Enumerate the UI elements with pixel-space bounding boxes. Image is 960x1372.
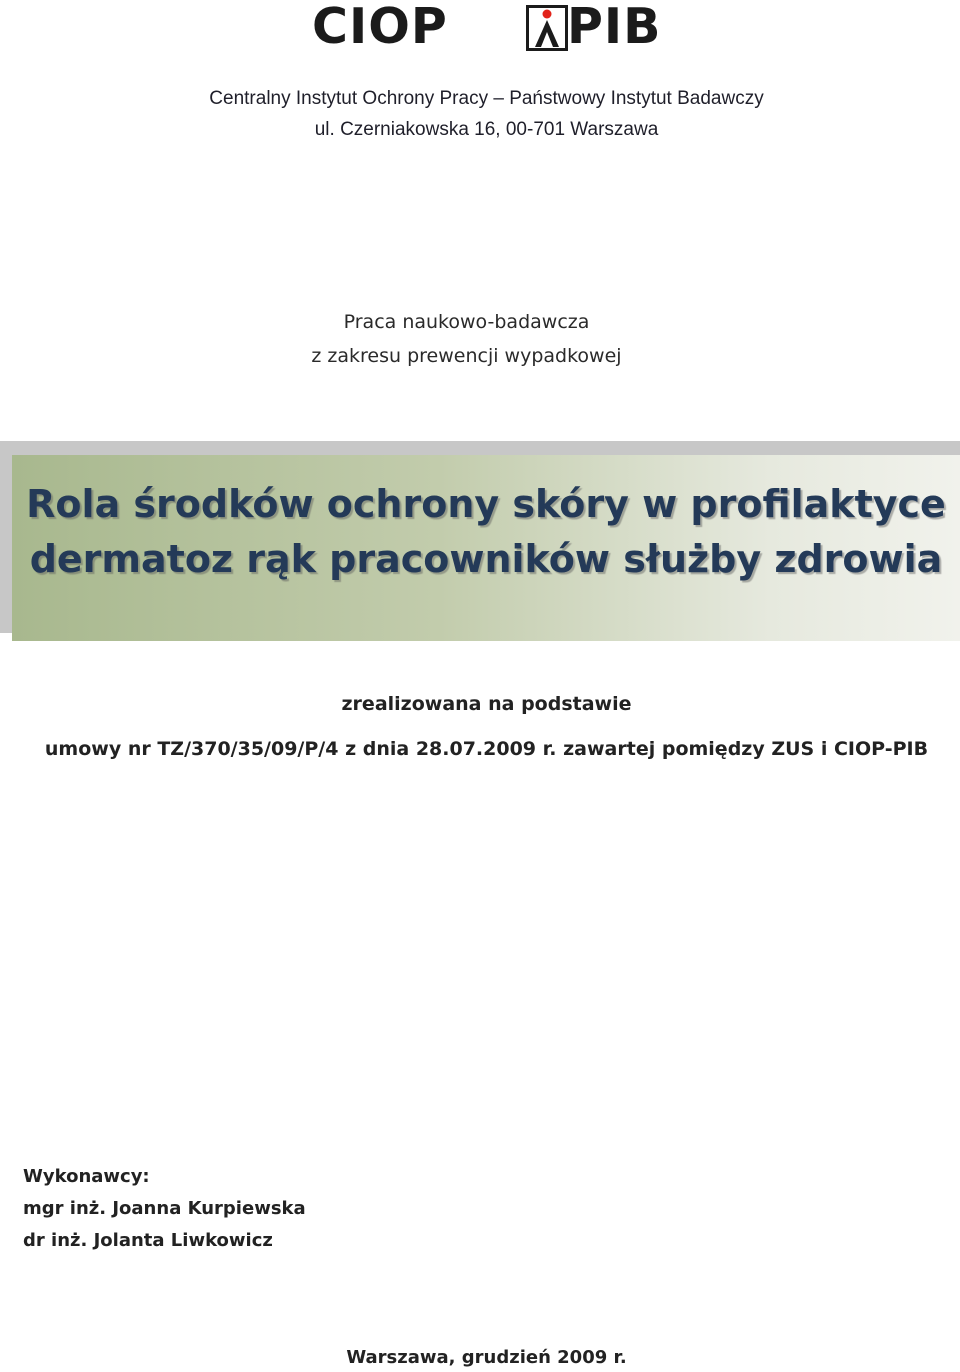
author-item: dr inż. Jolanta Liwkowicz xyxy=(23,1230,273,1251)
ciop-pib-logo xyxy=(312,0,738,55)
logo-pib-text: PIB xyxy=(567,0,662,55)
institution-address: ul. Czerniakowska 16, 00-701 Warszawa xyxy=(314,119,659,140)
contract-info: umowy nr TZ/370/35/09/P/4 z dnia 28.07.2009 r. zawartej pomiędzy ZUS i CIOP-PIB xyxy=(44,738,929,760)
report-type: Praca naukowo-badawcza xyxy=(343,311,590,333)
logo-ciop-text: CIOP xyxy=(312,0,448,55)
report-scope: z zakresu prewencji wypadkowej xyxy=(311,345,622,367)
institution-name: Centralny Instytut Ochrony Pracy – Państwowy Instytut Badawczy xyxy=(209,88,764,109)
report-title-line-2: dermatoz rąk pracowników służby zdrowia xyxy=(29,537,943,581)
author-item: mgr inż. Joanna Kurpiewska xyxy=(23,1198,306,1219)
ciop-person-icon xyxy=(526,5,568,51)
basis-intro: zrealizowana na podstawie xyxy=(341,693,632,715)
place-date: Warszawa, grudzień 2009 r. xyxy=(346,1347,627,1368)
authors-label: Wykonawcy: xyxy=(23,1166,150,1187)
report-title-line-1: Rola środków ochrony skóry w profilaktyce xyxy=(26,482,946,526)
